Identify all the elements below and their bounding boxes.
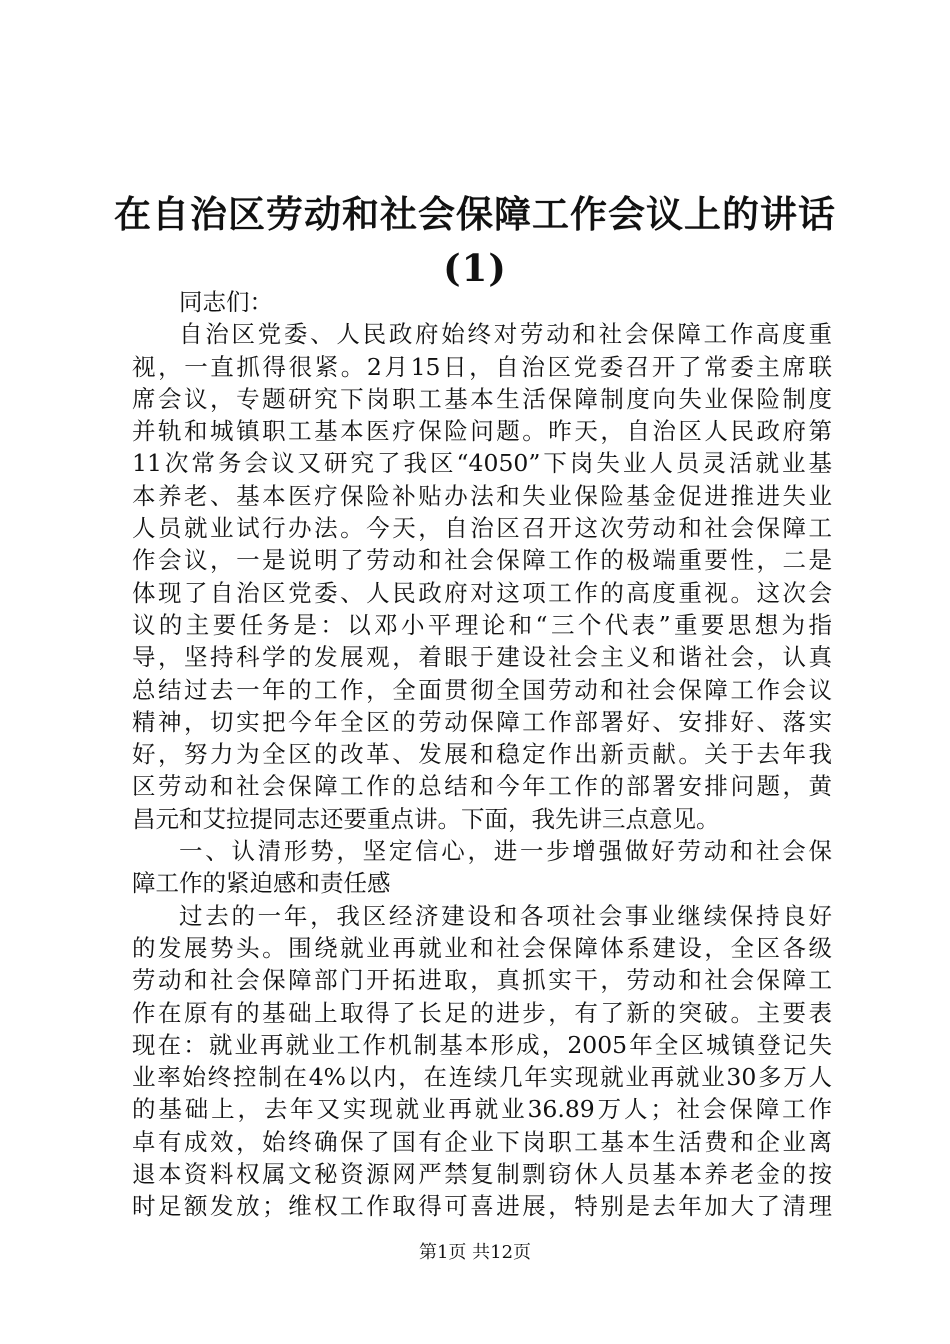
text-line: 同志们： [179,288,273,316]
text-line: 自治区党委、人民政府始终对劳动和社会保障工作高度重 [179,320,832,349]
text-line: 退本资料权属文秘资源网严禁复制剽窃休人员基本养老金的按 [132,1160,832,1189]
page-number: 第1页 共12页 [418,1242,532,1263]
text-line: 区劳动和社会保障工作的总结和今年工作的部署安排问题，黄 [132,772,832,801]
text-line: 视，一直抓得很紧。2月15日，自治区党委召开了常委主席联 [132,352,832,381]
text-line: 劳动和社会保障部门开拓进取，真抓实干，劳动和社会保障工 [132,966,832,995]
text-line: 体现了自治区党委、人民政府对这项工作的高度重视。这次会 [132,578,832,607]
text-line: 人员就业试行办法。今天，自治区召开这次劳动和社会保障工 [132,514,832,543]
document-title: 在自治区劳动和社会保障工作会议上的讲话 [114,192,836,236]
text-line: 11次常务会议又研究了我区“4050”下岗失业人员灵活就业基 [132,449,832,478]
text-line: 现在：就业再就业工作机制基本形成，2005年全区城镇登记失 [132,1030,832,1059]
text-line: 导，坚持科学的发展观，着眼于建设社会主义和谐社会，认真 [132,643,832,672]
text-line: 精神，切实把今年全区的劳动保障工作部署好、安排好、落实 [132,707,832,736]
text-line: 本养老、基本医疗保险补贴办法和失业保险基金促进推进失业 [132,481,832,510]
text-line: 好，努力为全区的改革、发展和稳定作出新贡献。关于去年我 [132,740,832,769]
text-line: 总结过去一年的工作，全面贯彻全国劳动和社会保障工作会议 [132,675,832,704]
text-line: 时足额发放；维权工作取得可喜进展，特别是去年加大了清理 [132,1192,832,1221]
text-line: 并轨和城镇职工基本医疗保险问题。昨天，自治区人民政府第 [132,417,832,446]
text-line: 作在原有的基础上取得了长足的进步，有了新的突破。主要表 [132,998,832,1027]
text-line: 席会议，专题研究下岗职工基本生活保障制度向失业保险制度 [132,384,832,413]
text-line: 卓有成效，始终确保了国有企业下岗职工基本生活费和企业离 [132,1127,832,1156]
document-title-suffix: (1) [443,246,507,290]
text-line: 作会议，一是说明了劳动和社会保障工作的极端重要性，二是 [132,546,832,575]
text-line: 昌元和艾拉提同志还要重点讲。下面，我先讲三点意见。 [132,804,720,833]
text-line: 的基础上，去年又实现就业再就业36.89万人；社会保障工作 [132,1095,832,1124]
text-line: 一、认清形势，坚定信心，进一步增强做好劳动和社会保 [179,837,832,866]
text-line: 过去的一年，我区经济建设和各项社会事业继续保持良好 [179,901,832,930]
text-line: 业率始终控制在4%以内，在连续几年实现就业再就业30多万人 [132,1063,832,1092]
document-body [132,286,832,1223]
text-line: 障工作的紧迫感和责任感 [132,869,391,898]
text-line: 议的主要任务是：以邓小平理论和“三个代表”重要思想为指 [132,610,832,639]
text-line: 的发展势头。围绕就业再就业和社会保障体系建设，全区各级 [132,933,832,962]
